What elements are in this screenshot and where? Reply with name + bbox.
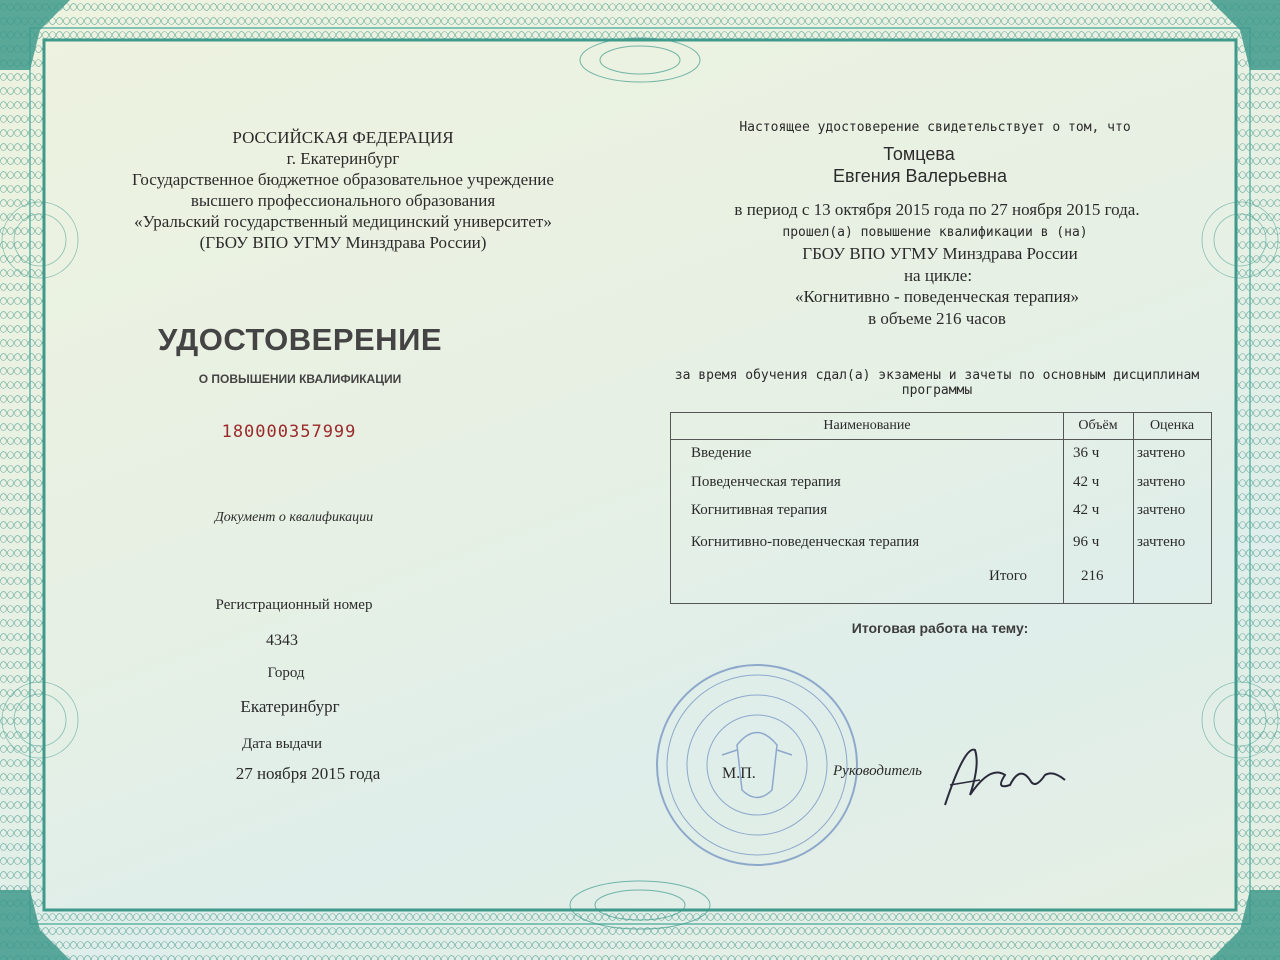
header-line-2: г. Екатеринбург <box>286 149 400 168</box>
document-subtitle: О ПОВЫШЕНИИ КВАЛИФИКАЦИИ <box>198 372 402 386</box>
column-header-grade: Оценка <box>1149 418 1195 433</box>
table-row <box>671 445 1211 473</box>
header-line-4: высшего профессионального образования <box>190 191 496 210</box>
course-volume: в объеме 216 часов <box>868 309 1006 328</box>
header-line-3: Государственное бюджетное образовательное учреждение <box>132 170 554 189</box>
discipline-hours: 42 ч <box>1073 502 1100 518</box>
cycle-name: «Когнитивно - поведенческая терапия» <box>794 287 1080 306</box>
reg-number-value: 4343 <box>266 632 298 649</box>
cycle-label: на цикле: <box>903 266 973 285</box>
table-total-row <box>671 568 1211 596</box>
signature <box>935 735 1075 815</box>
column-header-hours: Объём <box>1078 418 1118 433</box>
column-header-name: Наименование <box>823 418 911 433</box>
table-row <box>671 534 1211 562</box>
reg-number-label: Регистрационный номер <box>215 597 373 613</box>
intro-text: Настоящее удостоверение свидетельствует о том, что <box>739 120 1131 135</box>
disciplines-table <box>670 412 1212 604</box>
passed-text: прошел(а) повышение квалификации в (на) <box>782 225 1088 240</box>
header-divider <box>671 439 1211 440</box>
city-label: Город <box>267 665 305 681</box>
discipline-hours: 36 ч <box>1073 445 1100 461</box>
date-label: Дата выдачи <box>241 736 323 752</box>
header-line-6: (ГБОУ ВПО УГМУ Минздрава России) <box>199 233 487 252</box>
institution-name: ГБОУ ВПО УГМУ Минздрава России <box>802 244 1078 263</box>
discipline-name: Когнитивно-поведенческая терапия <box>691 534 920 550</box>
discipline-name: Поведенческая терапия <box>691 474 841 490</box>
document-title: УДОСТОВЕРЕНИЕ <box>157 322 443 357</box>
total-value: 216 <box>1081 568 1104 584</box>
discipline-grade: зачтено <box>1137 474 1186 490</box>
training-period: в период с 13 октября 2015 года по 27 ноября 2015 года. <box>734 200 1140 219</box>
seal-place-mark: М.П. <box>722 765 756 782</box>
holder-name: Евгения Валерьевна <box>833 166 1007 186</box>
table-row <box>671 474 1211 502</box>
date-value: 27 ноября 2015 года <box>235 764 381 783</box>
city-value: Екатеринбург <box>240 697 340 716</box>
head-signature-label: Руководитель <box>833 763 922 779</box>
exams-line-1: за время обучения сдал(а) экзамены и зачеты по основным дисциплинам <box>674 368 1200 383</box>
holder-surname: Томцева <box>883 144 955 164</box>
total-label: Итого <box>989 568 1027 584</box>
serial-number: 180000357999 <box>221 422 357 442</box>
discipline-grade: зачтено <box>1137 534 1186 550</box>
discipline-name: Когнитивная терапия <box>691 502 828 518</box>
exams-line-2: программы <box>901 383 973 398</box>
final-work-label: Итоговая работа на тему: <box>851 620 1029 636</box>
official-seal <box>652 660 862 870</box>
header-line-1: РОССИЙСКАЯ ФЕДЕРАЦИЯ <box>232 128 454 147</box>
discipline-hours: 42 ч <box>1073 474 1100 490</box>
header-line-5: «Уральский государственный медицинский университет» <box>134 212 552 231</box>
discipline-grade: зачтено <box>1137 502 1186 518</box>
doc-type-label: Документ о квалификации <box>214 510 374 525</box>
table-row <box>671 502 1211 530</box>
discipline-name: Введение <box>691 445 752 461</box>
discipline-hours: 96 ч <box>1073 534 1100 550</box>
discipline-grade: зачтено <box>1137 445 1186 461</box>
